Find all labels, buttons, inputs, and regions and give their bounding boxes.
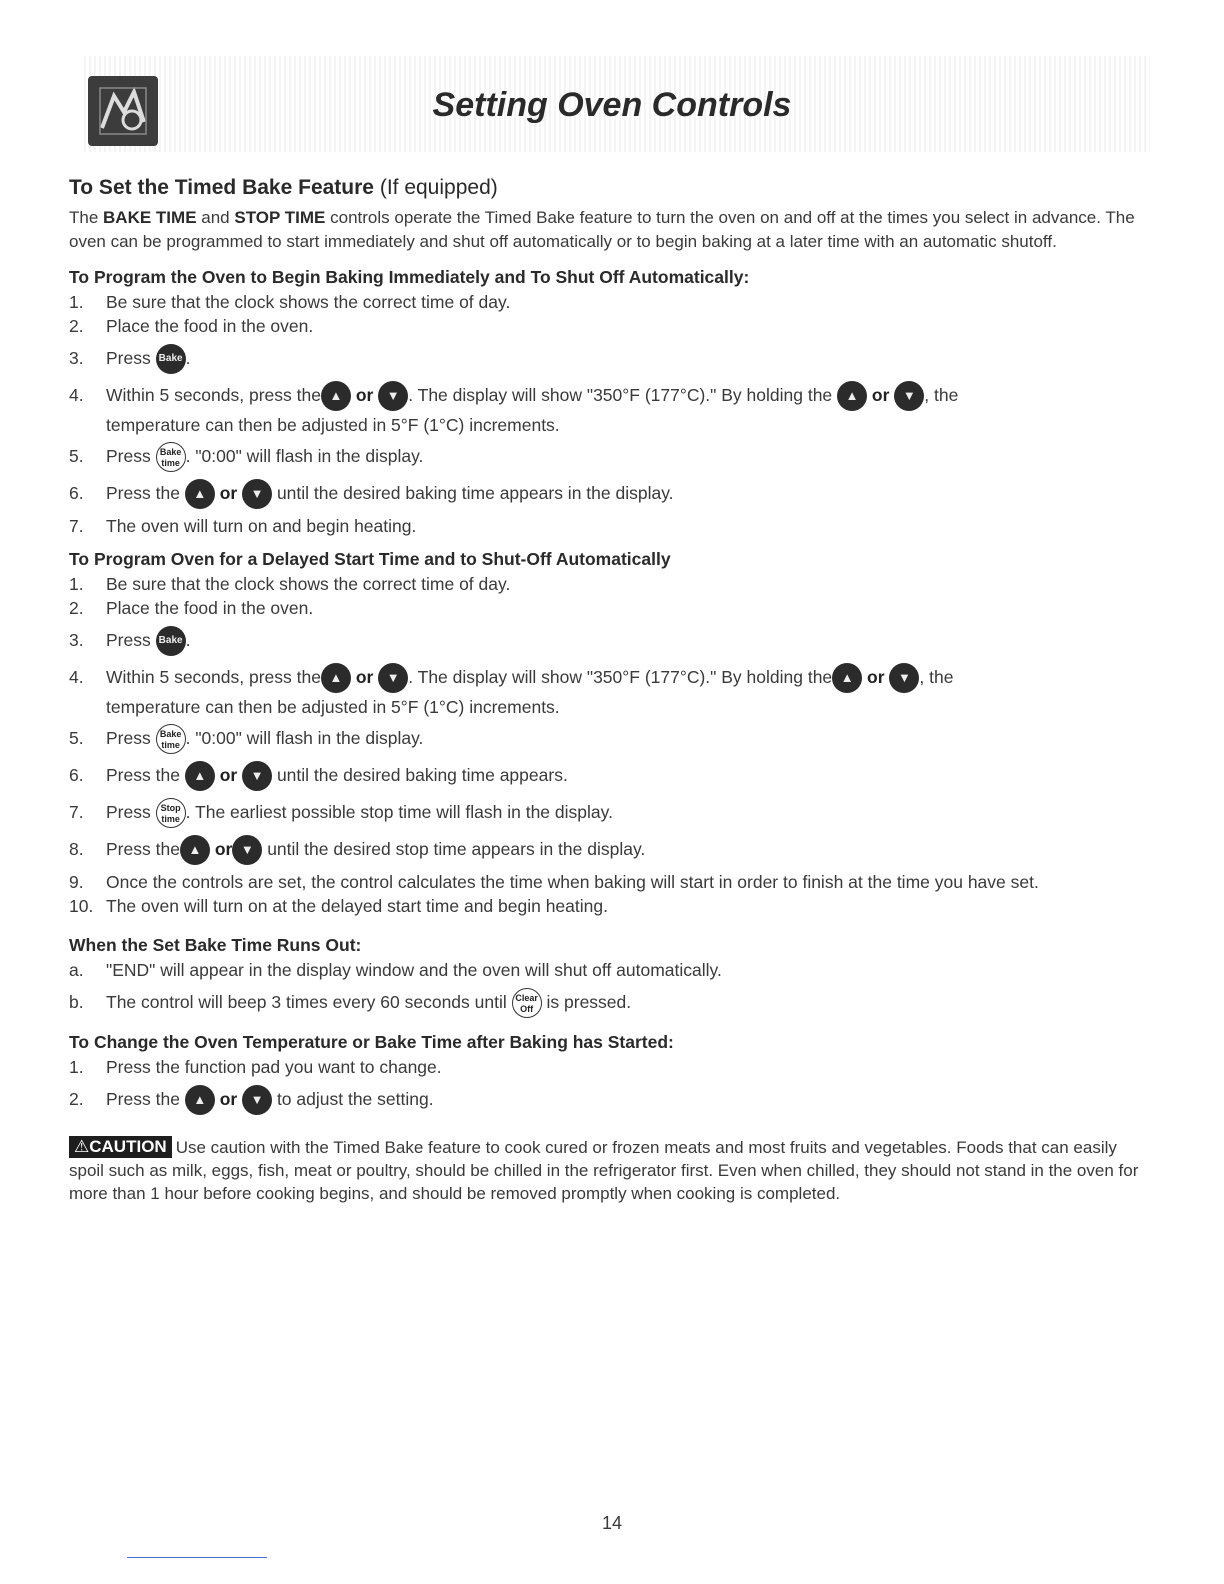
list-item: 8. Press the ▲ or ▼ until the desired stop time appears in the display. — [69, 833, 1151, 866]
bake-button-icon: Bake — [156, 626, 186, 656]
list-item: 7. Press Stop time . The earliest possible stop time will flash in the display. — [69, 796, 1151, 829]
down-arrow-icon: ▼ — [378, 663, 408, 693]
caution-note: ⚠CAUTION Use caution with the Timed Bake feature to cook cured or frozen meats and most fruits and vegetables. Foods that can easily spoil such as milk, eggs, fish, meat or poultry, should be chilled in the refrigerator first. Even when chilled, they should not stand in the oven for more than 1 hour before cooking begins, and should be removed promptly when cooking is completed. — [69, 1137, 1139, 1203]
caution-badge: ⚠CAUTION — [69, 1136, 172, 1158]
list-item: 4. Within 5 seconds, press the ▲ or ▼ . The display will show "350°F (177°C)." By holding the ▲ or ▼ , the temperature can then be adjusted in 5°F (1°C) increments. — [69, 379, 1151, 436]
bake-button-icon: Bake — [156, 344, 186, 374]
down-arrow-icon: ▼ — [242, 1085, 272, 1115]
intro-paragraph: The BAKE TIME and STOP TIME controls operate the Timed Bake feature to turn the oven on and off at the times you select in advance. The oven can be programmed to start immediately and shut off automatically or to begin baking at a later time with an automatic shutoff. — [69, 208, 1135, 251]
list-item: 5. Press Bake time . "0:00" will flash in the display. — [69, 722, 1151, 755]
content — [69, 176, 1151, 1205]
list-item: 5. Press Bake time . "0:00" will flash in the display. — [69, 440, 1151, 473]
list-item: 2. Place the food in the oven. — [69, 316, 314, 336]
down-arrow-icon: ▼ — [378, 381, 408, 411]
bake-time-button-icon: Bake time — [156, 442, 186, 472]
up-arrow-icon: ▲ — [832, 663, 862, 693]
up-arrow-icon: ▲ — [185, 479, 215, 509]
list-item: 3. Press Bake . — [69, 624, 1151, 657]
up-arrow-icon: ▲ — [180, 835, 210, 865]
section-title: To Set the Timed Bake Feature (If equipped) — [69, 176, 498, 199]
list-item: 1. Be sure that the clock shows the correct time of day. — [69, 574, 511, 594]
list-item: 4. Within 5 seconds, press the ▲ or ▼ . The display will show "350°F (177°C)." By holding the ▲ or ▼ , the temperature can then be adjusted in 5°F (1°C) increments. — [69, 661, 1151, 718]
stop-time-button-icon: Stop time — [156, 798, 186, 828]
page-title: Setting Oven Controls — [432, 86, 792, 124]
up-arrow-icon: ▲ — [321, 663, 351, 693]
list-item: 6. Press the ▲ or ▼ until the desired baking time appears. — [69, 759, 1151, 792]
down-arrow-icon: ▼ — [232, 835, 262, 865]
list-item: 10. The oven will turn on at the delayed start time and begin heating. — [69, 896, 608, 916]
list-item: 6. Press the ▲ or ▼ until the desired baking time appears in the display. — [69, 477, 1151, 510]
list-item: 3. Press Bake . — [69, 342, 1151, 375]
bake-time-button-icon: Bake time — [156, 724, 186, 754]
list-item: 1. Press the function pad you want to change. — [69, 1057, 442, 1077]
list-item: 9. Once the controls are set, the control calculates the time when baking will start in order to finish at the time you have set. — [69, 872, 1039, 892]
list-item: 1. Be sure that the clock shows the correct time of day. — [69, 292, 511, 312]
immediate-heading: To Program the Oven to Begin Baking Immediately and To Shut Off Automatically: — [69, 267, 750, 287]
list-item: b. The control will beep 3 times every 60 seconds until Clear Off is pressed. — [69, 986, 1151, 1019]
down-arrow-icon: ▼ — [889, 663, 919, 693]
change-heading: To Change the Oven Temperature or Bake Time after Baking has Started: — [69, 1032, 674, 1052]
list-item: a. "END" will appear in the display window and the oven will shut off automatically. — [69, 960, 722, 980]
clear-off-button-icon: Clear Off — [512, 988, 542, 1018]
down-arrow-icon: ▼ — [242, 761, 272, 791]
delayed-heading: To Program Oven for a Delayed Start Time and to Shut-Off Automatically — [69, 549, 671, 569]
up-arrow-icon: ▲ — [185, 1085, 215, 1115]
list-item: 2. Place the food in the oven. — [69, 598, 314, 618]
up-arrow-icon: ▲ — [185, 761, 215, 791]
down-arrow-icon: ▼ — [242, 479, 272, 509]
page-number: 14 — [601, 1513, 623, 1533]
footer-rule — [127, 1557, 267, 1558]
list-item: 7. The oven will turn on and begin heating. — [69, 516, 417, 536]
list-item: 2. Press the ▲ or ▼ to adjust the setting. — [69, 1083, 1151, 1116]
up-arrow-icon: ▲ — [837, 381, 867, 411]
down-arrow-icon: ▼ — [894, 381, 924, 411]
runs-out-heading: When the Set Bake Time Runs Out: — [69, 935, 362, 955]
warning-triangle-icon: ⚠ — [74, 1137, 90, 1156]
up-arrow-icon: ▲ — [321, 381, 351, 411]
